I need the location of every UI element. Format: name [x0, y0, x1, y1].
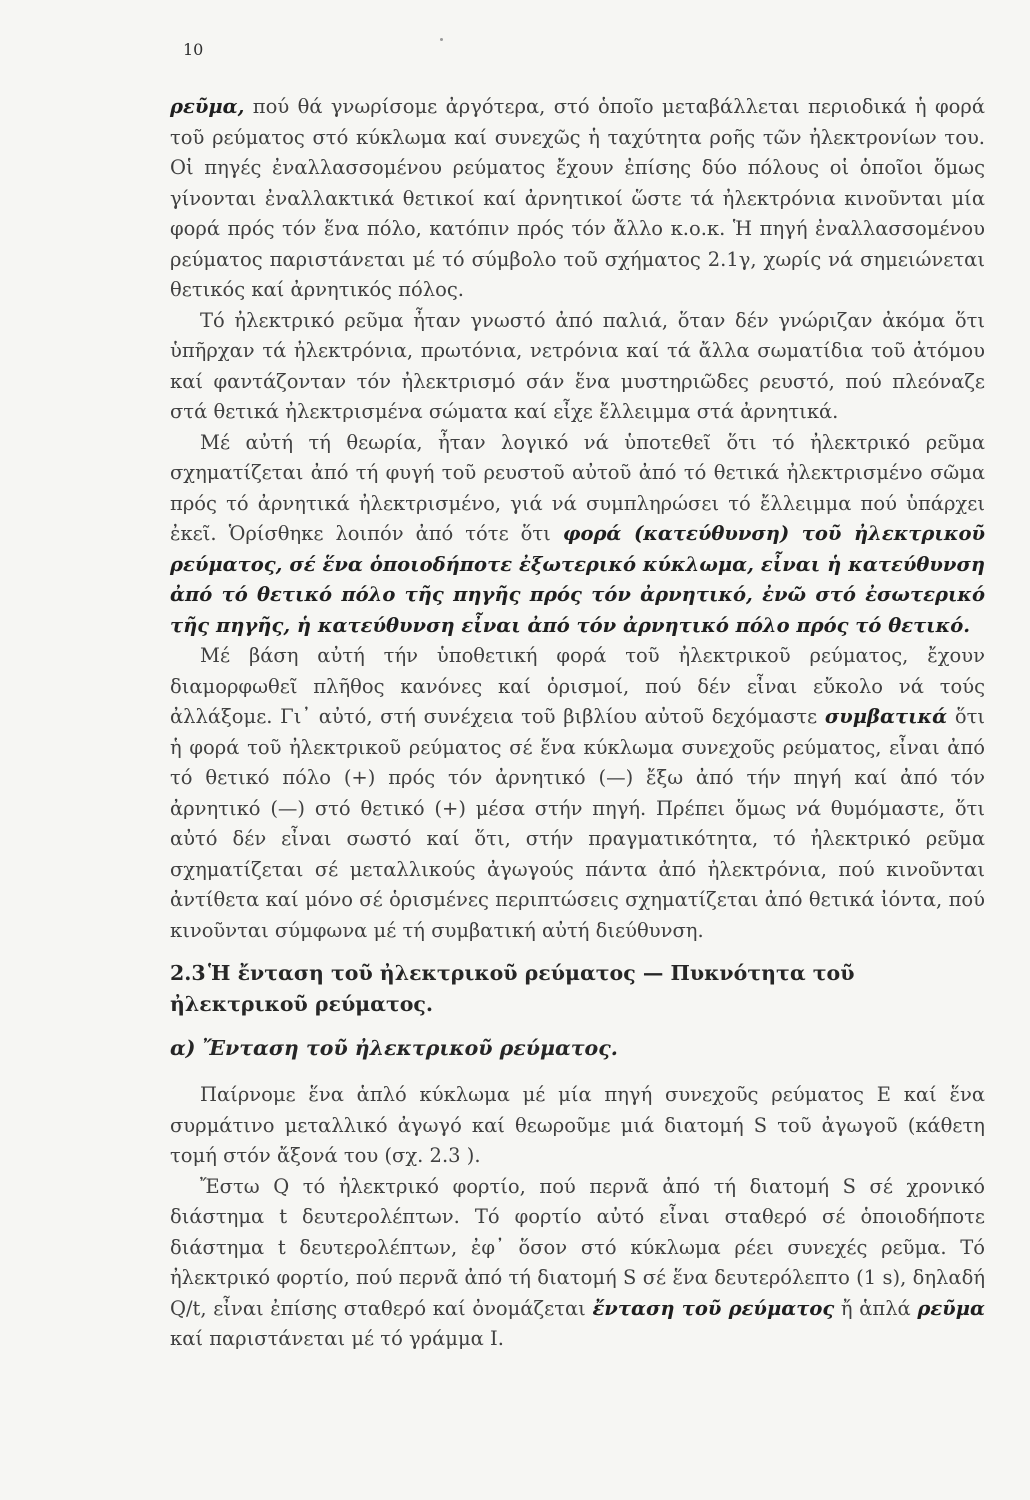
page-number: 10	[183, 40, 204, 59]
paragraph-text: ἤ ἁπλά	[834, 1296, 918, 1320]
paragraph-text: καί παριστάνεται μέ τό γράμμα I.	[170, 1327, 504, 1350]
paragraph-intensity	[170, 1172, 985, 1355]
body-text-block-1	[170, 92, 985, 946]
paragraph-convention	[170, 641, 985, 946]
emphasis-term: συμβατικά	[824, 705, 948, 728]
body-text-block-2	[170, 1080, 985, 1355]
section-number: 2.3	[170, 961, 206, 985]
scan-speck	[440, 38, 443, 41]
paragraph-text: Μέ αὐτή τή θεωρία, ἦταν λογικό νά ὑποτεθεῖ ὅτι τό ἠλεκτρικό ρεῦμα σχηματίζεται ἀπό τή φυγή τοῦ ρευστοῦ αὐτοῦ ἀπό τό θετικά ἠλεκτρισμένο σῶμα πρός τό ἀρνητικά ἠλεκτρισμένο, γιά νά συμπληρώσει τό ἔλλειμμα πού ὑπάρχει ἐκεῖ. Ὁρίσθηκε λοιπόν ἀπό τότε ὅτι	[170, 430, 985, 545]
paragraph-text: Ἔστω Q τό ἠλεκτρικό φορτίο, πού περνᾶ ἀπό τή διατομή S σέ χρονικό διάστημα t δευτερολέπτων. Τό φορτίο αὐτό εἶναι σταθερό σέ ὁποιοδήποτε διάστημα t δευτερολέπτων, ἐφ᾽ ὅσον στό κύκλωμα ρέει συνεχές ρεῦμα. Τό ἠλεκτρικό φορτίο, πού περνᾶ ἀπό τή διατομή S σέ ἕνα δευτερόλεπτο (1 s), δηλαδή Q/t, εἶναι ἐπίσης σταθερό καί ὀνομάζεται	[170, 1174, 985, 1320]
section-heading	[170, 958, 985, 1020]
paragraph-text: Μέ βάση αὐτή τήν ὑποθετική φορά τοῦ ἠλεκτρικοῦ ρεύματος, ἔχουν διαμορφωθεῖ πλῆθος κανόνες καί ὁρισμοί, πού δέν εἶναι εὔκολο νά τούς ἀλλάξομε. Γι᾽ αὐτό, στή συνέχεια τοῦ βιβλίου αὐτοῦ δεχόμαστε	[170, 644, 985, 728]
paragraph-text: ὅτι ἡ φορά τοῦ ἠλεκτρικοῦ ρεύματος σέ ἕνα κύκλωμα συνεχοῦς ρεύματος, εἶναι ἀπό τό θετικό πόλο (+) πρός τόν ἀρνητικό (—) ἔξω ἀπό τήν πηγή καί ἀπό τόν ἀρνητικό (—) στό θετικό (+) μέσα στήν πηγή. Πρέπει ὅμως νά θυμόμαστε, ὅτι αὐτό δέν εἶναι σωστό καί ὅτι, στήν πραγματικότητα, τό ἠλεκτρικό ρεῦμα σχηματίζεται σέ μεταλλικούς ἀγωγούς πάντα ἀπό ἠλεκτρόνια, πού κινοῦνται ἀντίθετα καί μόνο σέ ὁρισμένες περιπτώσεις σχηματίζεται ἀπό θετικά ἰόντα, πού κινοῦνται σύμφωνα μέ τή συμβατική αὐτή διεύθυνση.	[170, 705, 986, 942]
lead-term: ρεῦμα,	[170, 95, 245, 118]
paragraph-history: Τό ἠλεκτρικό ρεῦμα ἦταν γνωστό ἀπό παλιά, ὅταν δέν γνώριζαν ἀκόμα ὅτι ὑπῆρχαν τά ἠλεκτρόνια, πρωτόνια, νετρόνια καί τά ἄλλα σωματίδια τοῦ ἀτόμου καί φαντάζονταν τόν ἠλεκτρισμό σάν ἕνα μυστηριῶδες ρευστό, πού πλεόναζε στά θετικά ἠλεκτρισμένα σώματα καί εἶχε ἔλλειμμα στά ἀρνητικά.	[170, 308, 985, 423]
emphasis-term: ἔνταση τοῦ ρεύματος	[592, 1296, 835, 1320]
paragraph-circuit: Παίρνομε ἕνα ἁπλό κύκλωμα μέ μία πηγή συνεχοῦς ρεύματος E καί ἕνα συρμάτινο μεταλλικό ἀγωγό καί θεωροῦμε μιά διατομή S τοῦ ἀγωγοῦ (κάθετη τομή στόν ἄξονά του (σχ. 2.3 ).	[170, 1083, 985, 1167]
paragraph-text: πού θά γνωρίσομε ἀργότερα, στό ὁποῖο μεταβάλλεται περιοδικά ἡ φορά τοῦ ρεύματος στό κύκλωμα καί συνεχῶς ἡ ταχύτητα ροῆς τῶν ἠλεκτρονίων του. Οἱ πηγές ἐναλλασσομένου ρεύματος ἔχουν ἐπίσης δύο πόλους οἱ ὁποῖοι ὅμως γίνονται ἐναλλακτικά θετικοί καί ἀρνητικοί ὥστε τά ἠλεκτρόνια κινοῦνται μία φορά πρός τόν ἕνα πόλο, κατόπιν πρός τόν ἄλλο κ.ο.κ. Ἡ πηγή ἐναλλασσομένου ρεύματος παριστάνεται μέ τό σύμβολο τοῦ σχήματος 2.1γ, χωρίς νά σημειώνεται θετικός καί ἀρνητικός πόλος.	[170, 95, 985, 301]
emphasis-term: ρεῦμα	[917, 1296, 985, 1320]
subsection-heading: α) Ἔνταση τοῦ ἠλεκτρικοῦ ρεύματος.	[170, 1036, 618, 1060]
definition-bold: φορά (κατεύθυνση) τοῦ ἠλεκτρικοῦ ρεύματος, σέ ἕνα ὁποιοδήποτε ἐξωτερικό κύκλωμα, εἶναι ἡ κατεύθυνση ἀπό τό θετικό πόλο τῆς πηγῆς πρός τόν ἀρνητικό, ἐνῶ στό ἐσωτερικό τῆς πηγῆς, ἡ κατεύθυνση εἶναι ἀπό τόν ἀρνητικό πόλο πρός τό θετικό.	[170, 522, 985, 637]
paragraph-definition	[170, 428, 985, 642]
paragraph-ac-current	[170, 92, 985, 306]
section-title: Ἡ ἔνταση τοῦ ἠλεκτρικοῦ ρεύματος — Πυκνότητα τοῦ ἠλεκτρικοῦ ρεύματος.	[170, 961, 855, 1016]
